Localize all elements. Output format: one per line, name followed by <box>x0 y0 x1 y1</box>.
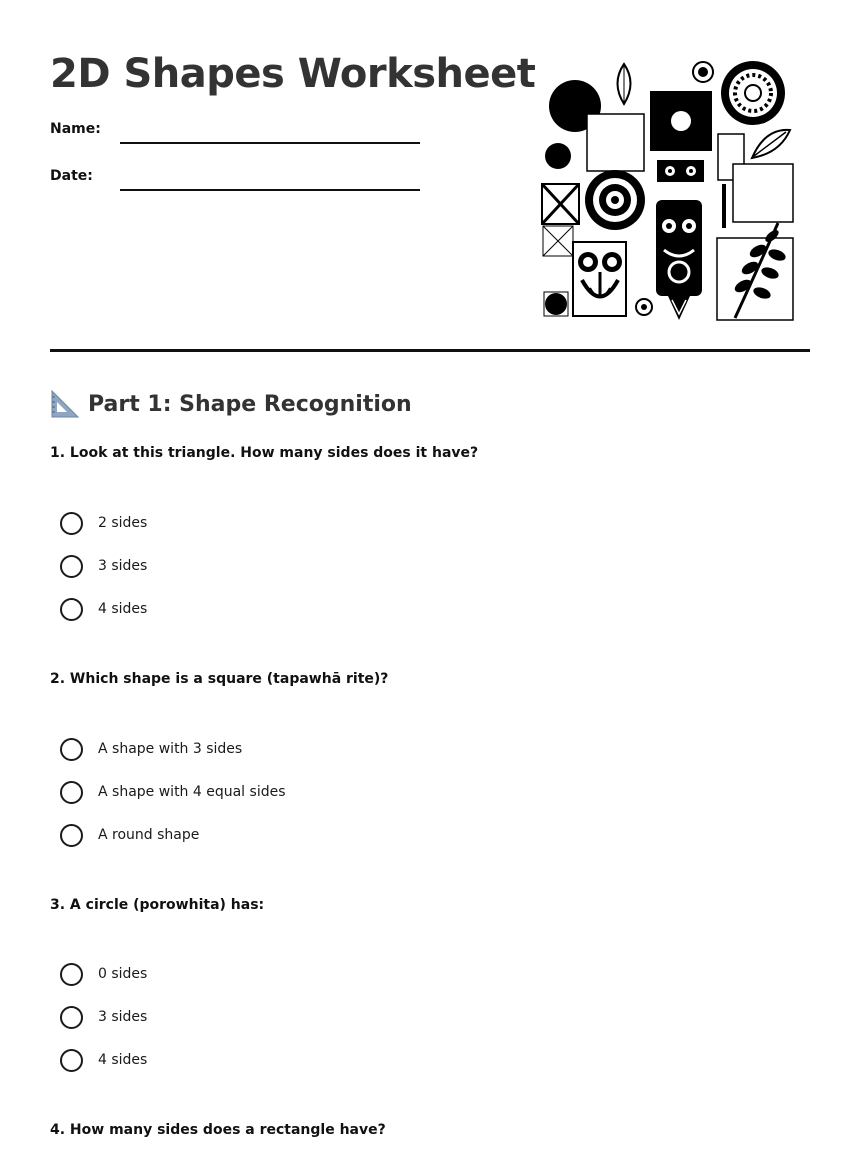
triangle-ruler-icon <box>50 389 80 419</box>
answer-option[interactable] <box>60 962 147 986</box>
option-label: A shape with 4 equal sides <box>98 784 286 800</box>
option-label: 4 sides <box>98 1052 148 1068</box>
question-text: 4. How many sides does a rectangle have? <box>50 1122 386 1138</box>
option-label: A round shape <box>98 827 200 843</box>
answer-option[interactable] <box>60 737 242 761</box>
answer-option[interactable] <box>60 1005 147 1029</box>
radio-button[interactable] <box>60 555 83 578</box>
answer-option[interactable] <box>60 554 147 578</box>
radio-button[interactable] <box>60 781 83 804</box>
question-text: 2. Which shape is a square (tapawhā rite)? <box>50 671 389 687</box>
radio-button[interactable] <box>60 512 83 535</box>
radio-button[interactable] <box>60 1006 83 1029</box>
answer-option[interactable] <box>60 780 286 804</box>
section-title: Part 1: Shape Recognition <box>88 391 412 417</box>
page-title: 2D Shapes Worksheet <box>50 51 536 97</box>
radio-button[interactable] <box>60 824 83 847</box>
radio-button[interactable] <box>60 738 83 761</box>
radio-button[interactable] <box>60 1049 83 1072</box>
section-heading <box>50 388 412 420</box>
date-label: Date: <box>50 168 93 184</box>
option-label: 3 sides <box>98 1009 148 1025</box>
radio-button[interactable] <box>60 963 83 986</box>
question-text: 1. Look at this triangle. How many sides does it have? <box>50 445 479 461</box>
answer-option[interactable] <box>60 823 199 847</box>
date-input-line[interactable] <box>120 189 420 191</box>
option-label: 3 sides <box>98 558 148 574</box>
answer-option[interactable] <box>60 1048 147 1072</box>
question-text: 3. A circle (porowhita) has: <box>50 897 265 913</box>
header-divider <box>50 349 810 352</box>
option-label: 2 sides <box>98 515 148 531</box>
name-input-line[interactable] <box>120 142 420 144</box>
option-label: 0 sides <box>98 966 148 982</box>
answer-option[interactable] <box>60 511 147 535</box>
name-label: Name: <box>50 121 101 137</box>
radio-button[interactable] <box>60 598 83 621</box>
option-label: A shape with 3 sides <box>98 741 243 757</box>
answer-option[interactable] <box>60 597 147 621</box>
shapes-collage-illustration <box>540 58 800 326</box>
option-label: 4 sides <box>98 601 148 617</box>
